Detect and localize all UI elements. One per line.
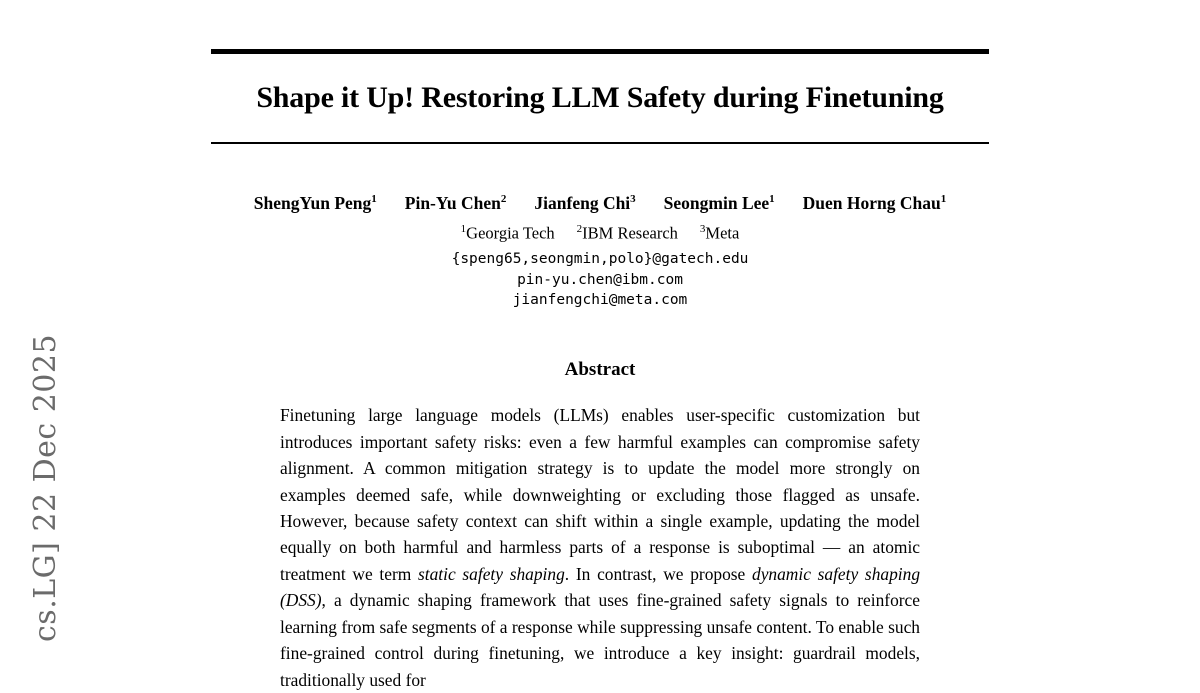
affiliation-entry [461,223,555,244]
abstract-segment: Finetuning large language models (LLMs) enables user-specific customization but introduces important safety risks: even a few harmful examples can compromise safety alignment. A common mitigation strategy is to update the model more strongly on examples deemed safe, while downweighting or excluding those flagged as unsafe. However, because safety context can shift within a single example, updating the model equally on both harmful and harmless parts of a response is suboptimal — an atomic treatment we term [280,405,920,584]
author-name: Pin-Yu Chen [404,192,501,213]
author-name: ShengYun Peng [253,192,372,213]
arxiv-stamp-text: cs.LG] 22 Dec 2025 [27,333,63,642]
author-affiliation-marker: 3 [630,192,636,205]
abstract-emphasis: static safety shaping [418,563,565,584]
author-name: Seongmin Lee [663,192,770,213]
affiliation-name: IBM Research [582,223,678,242]
abstract-segment: . In contrast, we propose [564,563,752,584]
affiliation-marker: 2 [576,222,583,235]
email-line: {speng65,seongmin,polo}@gatech.edu [451,251,749,267]
affiliation-list [211,223,989,244]
author-name: Duen Horng Chau [802,192,941,213]
author-affiliation-marker: 1 [940,192,947,205]
author-name: Jianfeng Chi [534,192,631,213]
affiliation-marker: 1 [460,222,467,235]
title-underline-rule [211,142,989,144]
email-block [211,249,989,311]
author-affiliation-marker: 1 [371,192,377,205]
abstract-text [280,402,920,693]
affiliation-marker: 3 [699,222,706,235]
top-rule [211,49,989,54]
affiliation-entry [700,223,739,244]
arxiv-vertical-stamp [0,0,90,648]
author-list [211,193,989,214]
author-entry [803,193,947,214]
abstract-emphasis: dynamic safety shaping (DSS) [280,563,921,611]
author-affiliation-marker: 2 [500,192,507,205]
affiliation-name: Georgia Tech [466,223,555,242]
email-line: jianfengchi@meta.com [512,292,688,309]
author-entry [405,193,507,214]
abstract-segment: , a dynamic shaping framework that uses fine-grained safety signals to reinforce learning from safe segments of a response while suppressing unsafe content. To enable such fine-grained control during finetuning, we introduce a key insight: guardrail models, traditionally used for [280,590,920,690]
paper-column [211,0,989,690]
page-title: Shape it Up! Restoring LLM Safety during Finetuning [256,81,944,114]
author-entry [254,193,377,214]
author-entry [664,193,775,214]
author-affiliation-marker: 1 [769,192,775,205]
affiliation-entry [577,223,678,244]
email-line: pin-yu.chen@ibm.com [517,271,683,288]
affiliation-name: Meta [705,223,740,242]
abstract-heading: Abstract [564,359,636,381]
author-entry [534,193,635,214]
